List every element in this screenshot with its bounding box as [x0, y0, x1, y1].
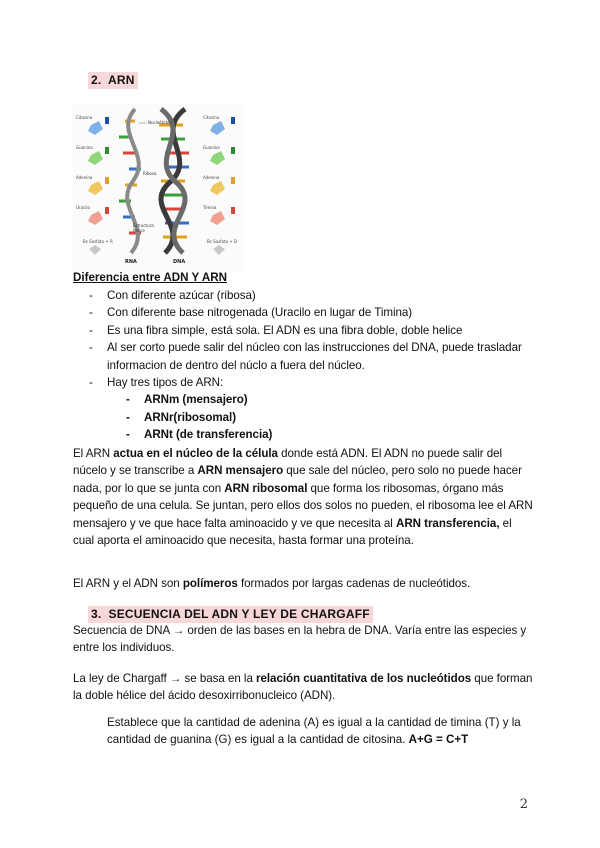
legend-right-0: Citosina: [203, 115, 220, 120]
legend-left-2: Adenina: [76, 175, 93, 180]
list-item: - Al ser corto puede salir del núcleo con las instrucciones del DNA, puede trasladar informacion de dentro del núclo a fuera del núcleo.: [89, 341, 522, 372]
paragraph-chargaff-law: La ley de Chargaff → se basa en la relación cuantitativa de los nucleótidos que forman la doble hélice del ácido desoxirribonucleico (ADN).: [73, 672, 533, 703]
section-number: 3.: [91, 607, 102, 621]
legend-right-1: Guanina: [203, 145, 220, 150]
paragraph-rna-function: El ARN actua en el núcleo de la célula donde está ADN. El ADN no puede salir del núcelo y se transcribe a ARN mensajero que sale del núcleo, pero solo no puede hacer nada, por lo que se junta con ARN ribosomal que forma los ribosomas, órgano más pequeño de una celula. Se juntan, pero ellos dos solos no pueden, el ribosoma lee el ARN mensajero y ve que hace falta aminoacido y ve que necesita al ARN transferencia, el cual aporta el aminoacido que necesita, hasta formar una proteína.: [73, 447, 533, 548]
section-title: ARN: [108, 73, 135, 87]
page-number: 2: [519, 797, 528, 812]
legend-left-3: Uracilo: [76, 205, 90, 210]
section-number: 2.: [91, 73, 102, 87]
legend-right-3: Timina: [203, 205, 217, 210]
legend-left-4: Bs Sosfato + R: [83, 239, 113, 244]
list-item: - Hay tres tipos de ARN:: [89, 376, 224, 390]
legend-left-0: Citosina: [76, 115, 93, 120]
differences-list: [73, 287, 543, 444]
list-item: - Con diferente azúcar (ribosa): [89, 289, 256, 302]
annotation-nucleotides: Nucleótidos: [148, 120, 172, 125]
annotation-ribose: Ribosa: [143, 171, 157, 176]
annotation-helix: helice: [133, 228, 145, 233]
paragraph-chargaff-rule: Establece que la cantidad de adenina (A) es igual a la cantidad de timina (T) y la cantidad de guanina (G) es igual a la cantidad de citosina. A+G = C+T: [107, 715, 521, 746]
section-title: SECUENCIA DEL ADN Y LEY DE CHARGAFF: [108, 607, 370, 621]
paragraph-dna-sequence: Secuencia de DNA → orden de las bases en la hebra de DNA. Varía entre las especies y entre los individuos.: [73, 624, 527, 655]
rna-type-item: - ARNr(ribosomal): [126, 410, 237, 424]
legend-right-2: Adenina: [203, 175, 220, 180]
paragraph-polymers: El ARN y el ADN son polímeros formados por largas cadenas de nucleótidos.: [73, 577, 471, 590]
rna-type-item: - ARNm (mensajero): [126, 393, 248, 407]
section-2-heading: [88, 72, 138, 89]
legend-right-4: Bs Sosfato + D: [207, 239, 238, 244]
annotation-structure: Estructura: [133, 223, 154, 228]
rna-type-item: - ARNt (de transferencia): [126, 428, 273, 442]
caption-dna: DNA: [173, 259, 186, 265]
list-item: - Es una fibra simple, está sola. El ADN es una fibra doble, doble helice: [89, 323, 463, 337]
rna-dna-diagram: [73, 103, 243, 271]
section-3-heading: [88, 606, 373, 623]
list-item: - Con diferente base nitrogenada (Uracilo en lugar de Timina): [89, 306, 413, 320]
legend-left-1: Guanina: [76, 145, 93, 150]
caption-rna: RNA: [125, 259, 137, 265]
differences-title: Diferencia entre ADN Y ARN: [73, 271, 227, 284]
